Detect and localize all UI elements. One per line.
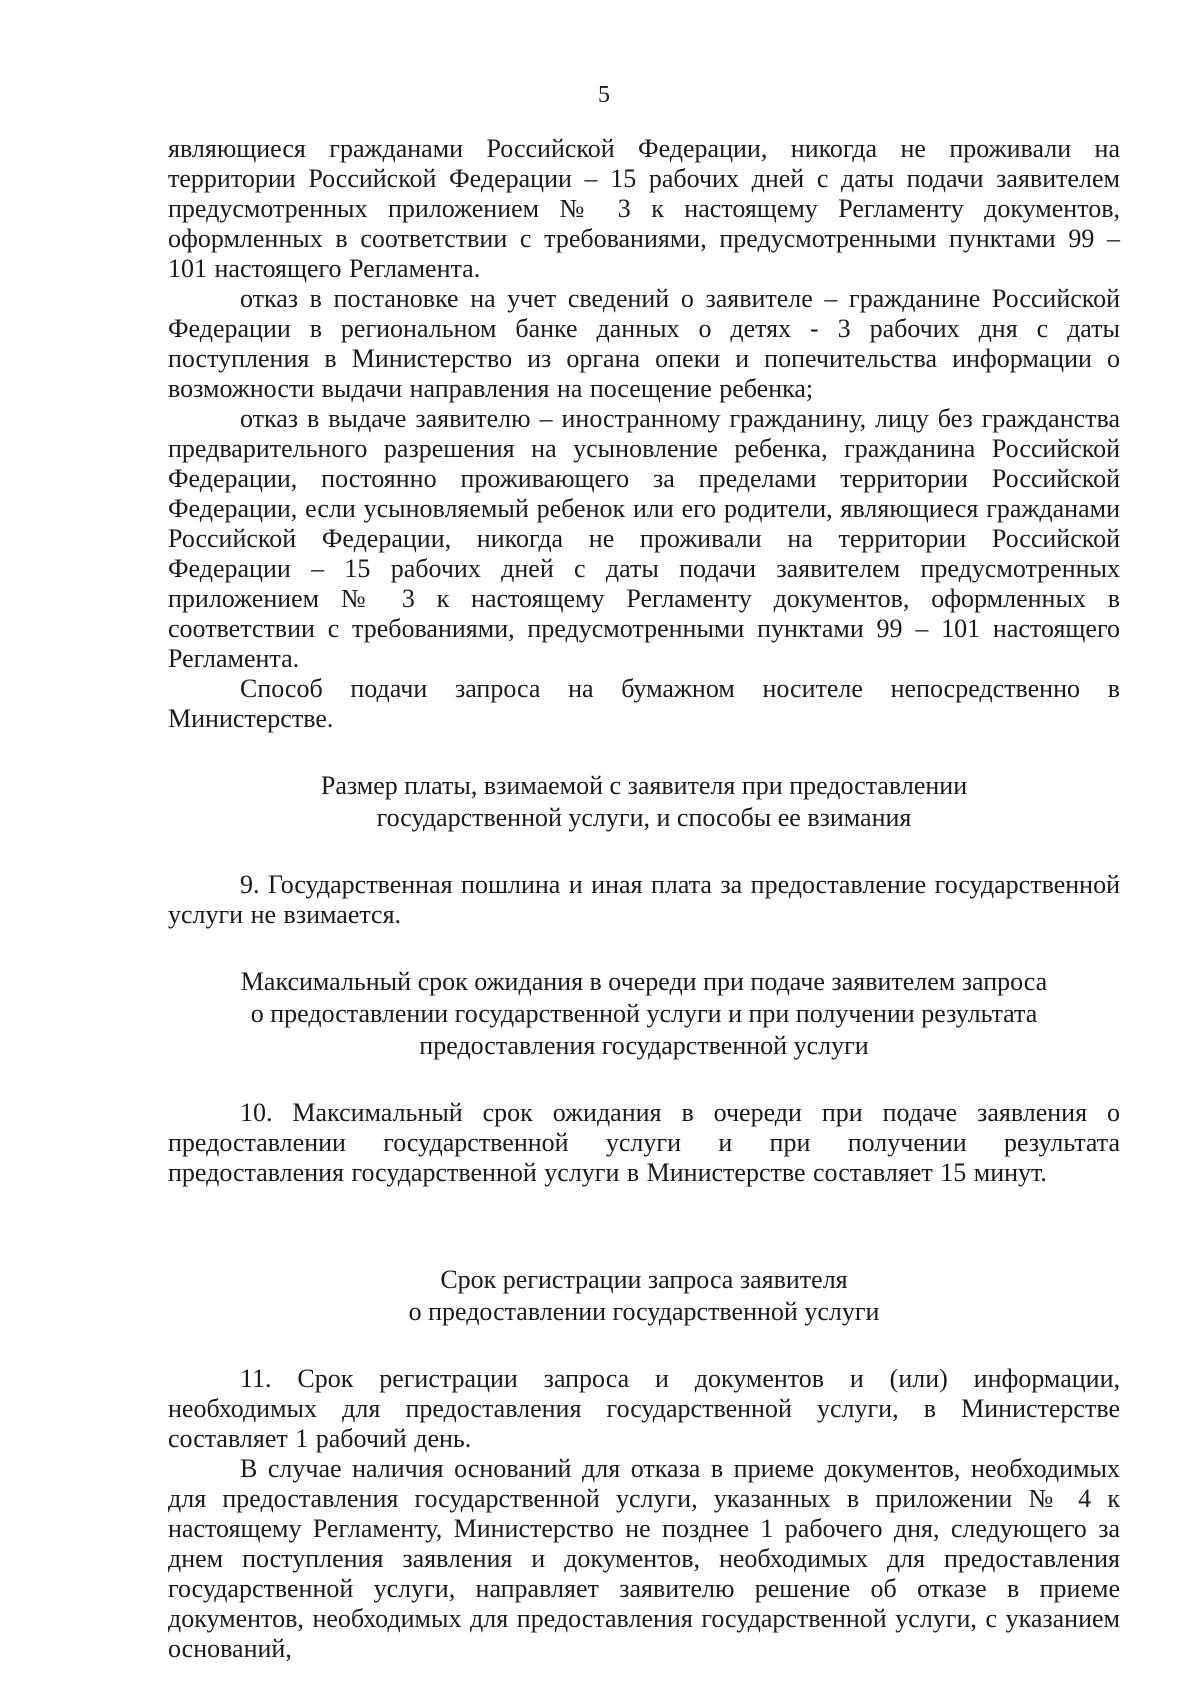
paragraph-continuation: являющиеся гражданами Российской Федерации, никогда не проживали на территории Российской Федерации – 15 рабочих дней с даты подачи заявителем предусмотренных приложением № 3 к настоящему Регламенту документов, оформленных в соответствии с требованиями, предусмотренными пунктами 99 – 101 настоящего Регламента. <box>168 134 1120 283</box>
paragraph-9: 9. Государственная пошлина и иная плата за предоставление государственной услуги не взимается. <box>168 870 1120 929</box>
paragraph-10: 10. Максимальный срок ожидания в очереди при подаче заявления о предоставлении государственной услуги и при получении результата предоставления государственной услуги в Министерстве составляет 15 минут. <box>168 1098 1120 1187</box>
heading-line: о предоставлении государственной услуги <box>408 1297 880 1326</box>
section-heading-fee <box>168 770 1120 834</box>
section-heading-wait-time <box>168 966 1120 1062</box>
heading-line: Размер платы, взимаемой с заявителя при предоставлении <box>320 771 968 800</box>
heading-line: Максимальный срок ожидания в очереди при подаче заявителем запроса <box>240 967 1048 996</box>
paragraph-submission-method: Способ подачи запроса на бумажном носителе непосредственно в Министерстве. <box>168 674 1120 733</box>
paragraph-11-refusal: В случае наличия оснований для отказа в приеме документов, необходимых для предоставления государственной услуги, указанных в приложении № 4 к настоящему Регламенту, Министерство не позднее 1 рабочего дня, следующего за днем поступления заявления и документов, необходимых для предоставления государственной услуги, направляет заявителю решение об отказе в приеме документов, необходимых для предоставления государственной услуги, с указанием оснований, <box>168 1454 1120 1663</box>
page-number: 5 <box>598 82 610 108</box>
paragraph-refusal-registration: отказ в постановке на учет сведений о заявителе – гражданине Российской Федерации в региональном банке данных о детях - 3 рабочих дня с даты поступления в Министерство из органа опеки и попечительства информации о возможности выдачи направления на посещение ребенка; <box>168 284 1120 403</box>
section-heading-registration <box>168 1264 1120 1328</box>
paragraph-11: 11. Срок регистрации запроса и документов и (или) информации, необходимых для предоставления государственной услуги, в Министерстве составляет 1 рабочий день. <box>168 1364 1120 1453</box>
heading-line: Срок регистрации запроса заявителя <box>440 1265 848 1294</box>
heading-line: предоставления государственной услуги <box>419 1031 869 1060</box>
paragraph-refusal-permission: отказ в выдаче заявителю – иностранному гражданину, лицу без гражданства предварительного разрешения на усыновление ребенка, гражданина Российской Федерации, постоянно проживающего за пределами территории Российской Федерации, если усыновляемый ребенок или его родители, являющиеся гражданами Российской Федерации, никогда не проживали на территории Российской Федерации – 15 рабочих дней с даты подачи заявителем предусмотренных приложением № 3 к настоящему Регламенту документов, оформленных в соответствии с требованиями, предусмотренными пунктами 99 – 101 настоящего Регламента. <box>168 404 1120 673</box>
heading-line: государственной услуги, и способы ее взимания <box>376 803 912 832</box>
heading-line: о предоставлении государственной услуги и при получении результата <box>250 999 1038 1028</box>
